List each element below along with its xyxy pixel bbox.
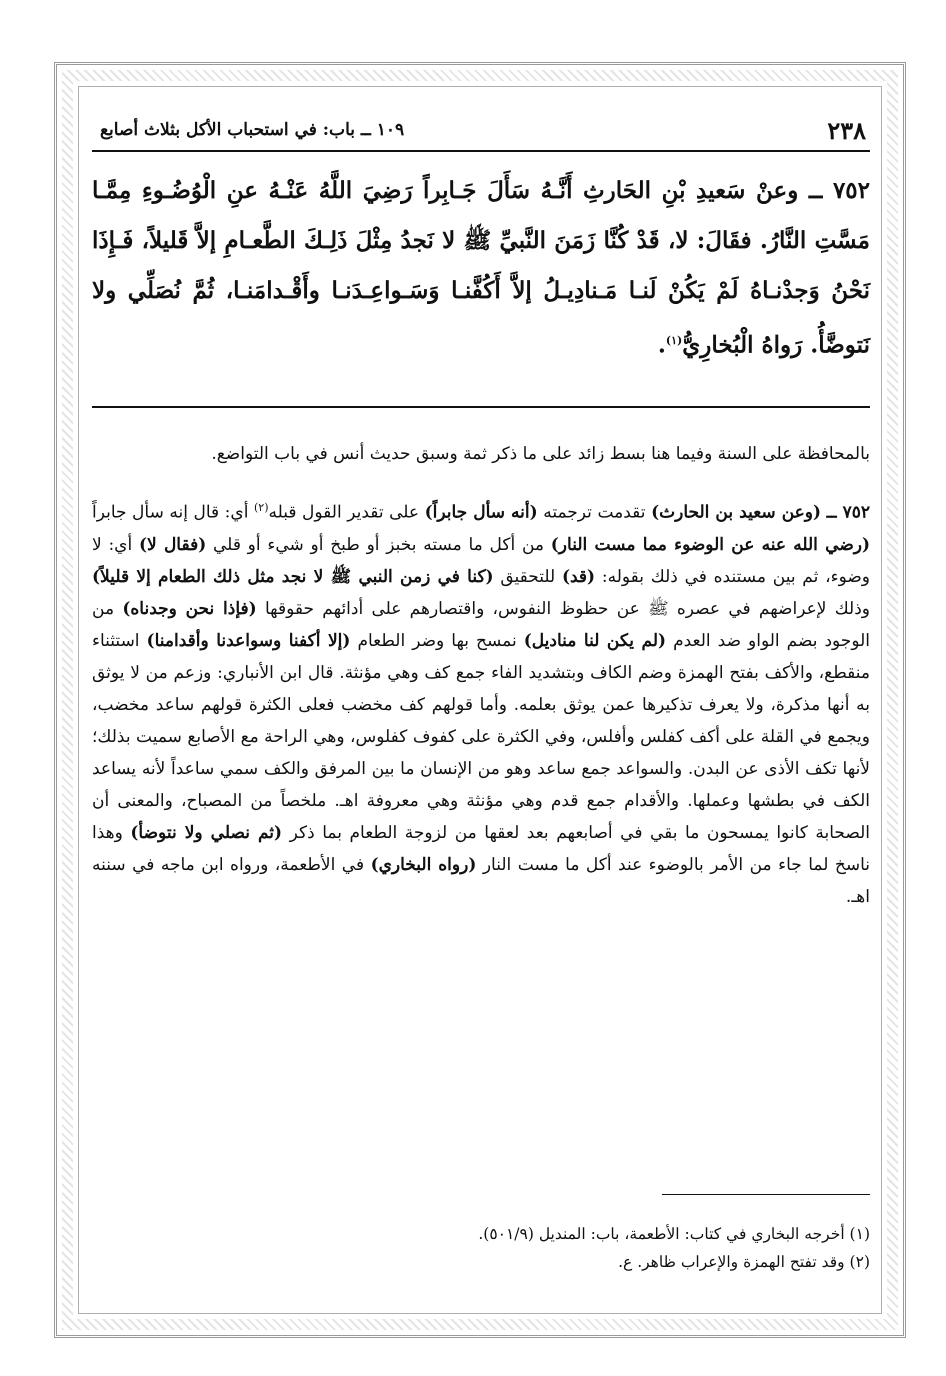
continued-paragraph: بالمحافظة على السنة وفيما هنا بسط زائد على ما ذكر ثمة وسبق حديث أنس في باب التواضع. (211, 444, 870, 464)
hadith-number: ٧٥٢ ــ (808, 177, 871, 204)
footnote-divider (662, 1194, 870, 1195)
gloss: على تقدير القول قبله (268, 502, 420, 523)
footnotes (92, 1220, 870, 1276)
lemma: (فقال لا) (138, 534, 207, 555)
page-content (92, 96, 870, 1304)
commentary-paragraph (92, 492, 870, 913)
lemma: (ثم نصلي ولا نتوضأ) (130, 822, 283, 843)
gloss: من أكل ما مسته بخبز أو طبخ أو شيء أو قلي (213, 534, 545, 555)
gloss: للتحقيق (500, 566, 556, 587)
gloss: في الأطعمة، ورواه ابن ماجه في سننه اهـ. (92, 854, 870, 907)
lemma: (لم يكن لنا مناديل) (523, 630, 667, 651)
footnote-ref-1[interactable]: (١) (665, 334, 683, 347)
gloss: وذلك لإعراضهم في عصره ﷺ عن حظوظ النفوس، واقتصارهم على أدائهم حقوقها (264, 598, 870, 619)
running-header (92, 110, 870, 152)
lemma: (قد) (561, 566, 596, 587)
running-title: ١٠٩ ــ باب: في استحباب الأكل بثلاث أصابع (100, 120, 405, 140)
commentary-number: ٧٥٢ ــ (826, 502, 871, 523)
lemma: (رضي الله عنه عن الوضوء مما مست النار) (550, 534, 871, 555)
hadith-text-block (92, 166, 870, 371)
hadith-ending: . (657, 331, 666, 359)
gloss: أي: قال إنه سأل جابراً (92, 502, 249, 523)
lemma: (وعن سعيد بن الحارث) (651, 502, 822, 523)
footnote-2: (٢) وقد تفتح الهمزة والإعراب ظاهر. ع. (618, 1253, 870, 1271)
lemma: (فإذا نحن وجدناه) (122, 598, 257, 619)
gloss: أي: لا وضوء، ثم بين مستنده في ذلك بقوله: (92, 534, 871, 587)
lemma: (كنا في زمن النبي ﷺ لا نجد مثل ذلك الطعام إلا قليلاً) (92, 566, 494, 587)
text-commentary-divider (92, 406, 870, 408)
gloss: من الوجود بضم الواو ضد العدم (92, 598, 871, 651)
footnote-1: (١) أخرجه البخاري في كتاب: الأطعمة، باب: المنديل (٥٠١/٩). (478, 1225, 870, 1243)
gloss: وهذا ناسخ لما جاء من الأمر بالوضوء عند أكل ما مست النار (92, 822, 871, 875)
gloss: نمسح بها وضر الطعام (357, 630, 517, 651)
commentary-block (92, 438, 870, 913)
page-number: ٢٣٨ (827, 115, 866, 145)
footnote-ref-2[interactable]: (٢) (253, 501, 269, 514)
lemma: (أنه سأل جابراً) (424, 502, 538, 523)
lemma: (إلا أكفنا وسواعدنا وأقدامنا) (146, 630, 351, 651)
hadith-body: وعنْ سَعيدِ بْنِ الحَارثِ أَنَّـهُ سَأَلَ جَـابِراً رَضِيَ اللَّهُ عَنْـهُ عنِ الْوُضُـوءِ مِمَّـا مَسَّتِ النَّارُ. فقَالَ: لا، قَدْ كُنَّا زَمَنَ النَّبيِّ ﷺ لا نَجدُ مِثْلَ ذَلِـكَ الطَّعـامِ إلاَّ قَليلاً، فَـإِذَا نَحْنُ وَجدْنـاهُ لَمْ يَكُنْ لَنـا مَـنادِيـلُ إلاَّ أَكُفَّنـا وَسَـواعِـدَنـا وأَقْـدامَنـا، ثُمَّ نُصَلِّي ولا نَتوضَّأُ. رَواهُ الْبُخارِيُّ (92, 177, 870, 359)
gloss: استثناء منقطع، والأكف بفتح الهمزة وضم الكاف وبتشديد الفاء جمع كف وهي مؤنثة. قال ابن الأنباري: وزعم من لا يوثق به أنها مذكرة، ولا يعرف تذكيرها عمن يوثق بعلمه. وأما قولهم كف مخضب فعلى الكثرة قولهم ساعد مخضب، ويجمع في القلة على أكف كفلس وأفلس، وفي الكثرة على كفوف كفلوس، وهي الراحة مع الأصابع سميت بذلك؛ لأنها تكف الأذى عن البدن. والسواعد جمع ساعد وهو من الإنسان ما بين المرفق والكف سمي ساعداً لأنه يساعد الكف في بطشها وعملها. والأقدام جمع قدم وهي مؤنثة وهي معروفة اهـ. ملخصاً من المصباح، والمعنى أن الصحابة كانوا يمسحون ما بقي في أصابعهم بعد لعقها من لزوجة الطعام بما ذكر (92, 630, 871, 843)
lemma: (رواه البخاري) (370, 854, 477, 875)
gloss: تقدمت ترجمته (543, 502, 646, 523)
